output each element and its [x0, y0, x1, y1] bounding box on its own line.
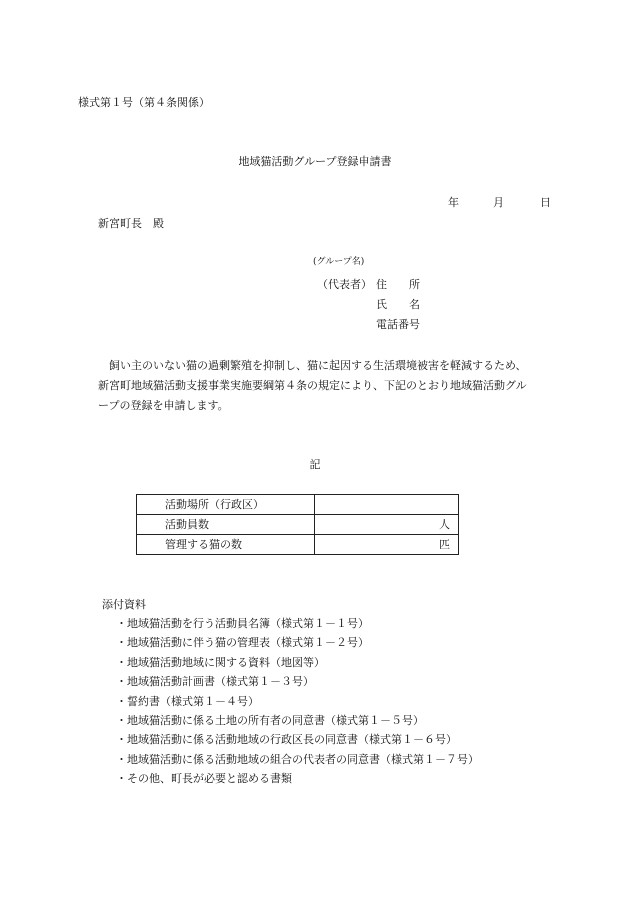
- list-item: ・地域猫活動を行う活動員名簿（様式第１－１号）: [116, 617, 369, 630]
- ki-heading: 記: [309, 458, 321, 471]
- list-item: ・地域猫活動に係る活動地域の行政区長の同意書（様式第１－６号）: [116, 733, 457, 747]
- date-month-label: 月: [493, 196, 504, 209]
- list-item: ・その他、町長が必要と認める書類: [116, 772, 292, 786]
- table-label-cat-count: 管理する猫の数: [137, 535, 315, 555]
- body-line: 新宮町地域猫活動支援事業実施要綱第４条の規定により、下記のとおり地域猫活動グル: [98, 379, 527, 392]
- form-number: 様式第１号（第４条関係）: [78, 96, 210, 109]
- table-value-activity-location[interactable]: [315, 495, 459, 515]
- table-row: [137, 515, 459, 535]
- table-row: [137, 535, 459, 555]
- document-title: 地域猫活動グループ登録申請書: [238, 155, 392, 168]
- address-label: 住 所: [376, 278, 420, 291]
- list-item: ・地域猫活動計画書（様式第１－３号）: [116, 675, 314, 689]
- date-day-label: 日: [540, 196, 551, 209]
- list-item: ・地域猫活動に係る土地の所有者の同意書（様式第１－５号）: [116, 713, 424, 727]
- table-value-cat-count[interactable]: 匹: [315, 535, 459, 555]
- body-paragraph: [98, 356, 558, 416]
- attachments-list: [116, 618, 479, 793]
- phone-label: 電話番号: [376, 318, 420, 331]
- table-label-activity-location: 活動場所（行政区）: [137, 495, 315, 515]
- attachments-heading: 添付資料: [102, 598, 146, 611]
- body-line: ープの登録を申請します。: [98, 399, 229, 412]
- addressee: 新宮町長 殿: [98, 217, 164, 230]
- body-line: 飼い主のいない猫の過剰繁殖を抑制し、猫に起因する生活環境被害を軽減するため、: [98, 359, 527, 372]
- list-item: ・地域猫活動に係る活動地域の組合の代表者の同意書（様式第１－７号）: [116, 752, 479, 766]
- group-name-label: (グループ名): [313, 257, 365, 267]
- table-label-member-count: 活動員数: [137, 515, 315, 535]
- date-year-label: 年: [448, 196, 459, 209]
- list-item: ・誓約書（様式第１－４号）: [116, 694, 259, 708]
- list-item: ・地域猫活動に伴う猫の管理表（様式第１－２号）: [116, 636, 369, 650]
- name-label: 氏 名: [376, 298, 420, 311]
- info-table: [136, 494, 459, 555]
- table-row: [137, 495, 459, 515]
- table-value-member-count[interactable]: 人: [315, 515, 459, 535]
- representative-label: （代表者）: [317, 278, 372, 291]
- list-item: ・地域猫活動地域に関する資料（地図等）: [116, 655, 325, 669]
